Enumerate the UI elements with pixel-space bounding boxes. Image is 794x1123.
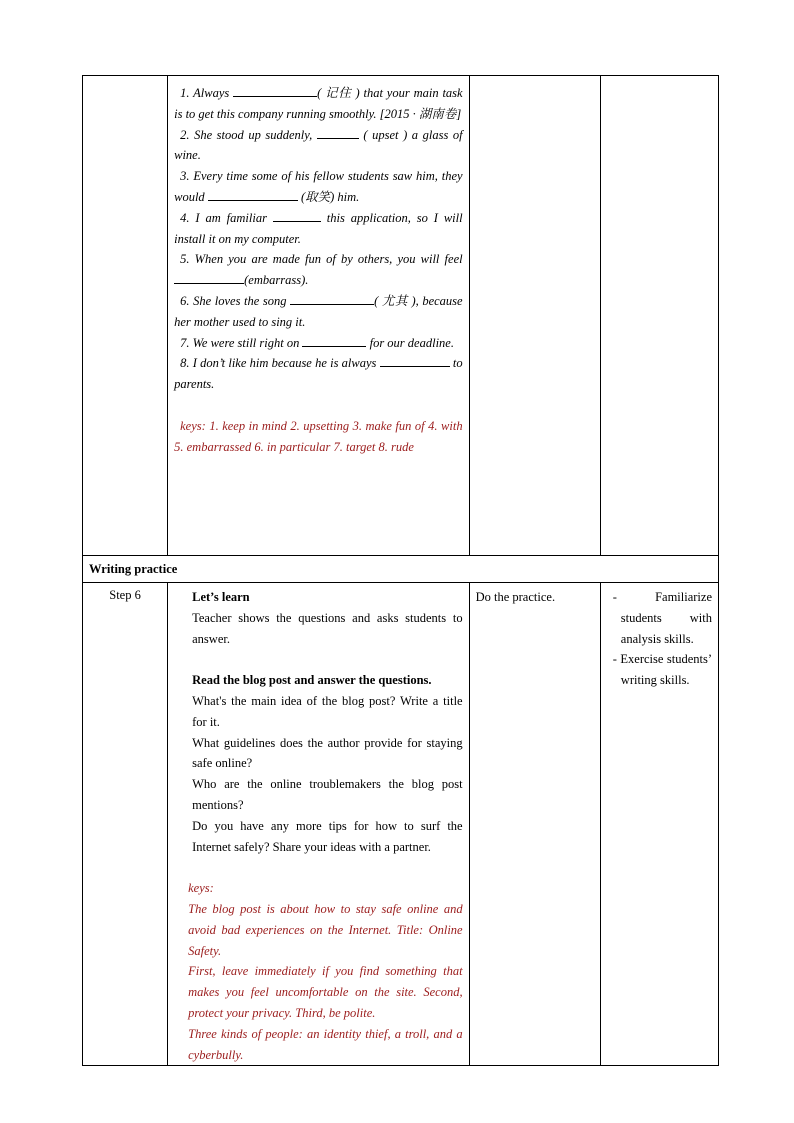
exercise-item bbox=[174, 166, 462, 208]
answer-blank bbox=[208, 187, 298, 201]
question-item: What guidelines does the author provide for staying safe online? bbox=[192, 735, 463, 771]
exercise-item bbox=[174, 125, 462, 167]
task-title: Read the blog post and answer the questions. bbox=[192, 673, 432, 688]
answer-blank bbox=[273, 208, 321, 222]
exercise-text: 2. She stood up suddenly, bbox=[180, 127, 317, 142]
exercise-text: 4. I am familiar bbox=[180, 210, 273, 225]
exercise-text: 1. Always bbox=[180, 86, 234, 100]
exercise-text: 8. I don’t like him because he is always bbox=[180, 356, 380, 371]
answer-blank bbox=[290, 291, 374, 305]
answer-blank bbox=[380, 353, 450, 367]
exercise-text: 6. She loves the song bbox=[180, 293, 291, 308]
exercise-text: this application, so I will install it on my computer. bbox=[174, 210, 463, 246]
purpose-cell bbox=[600, 583, 718, 1066]
step-label: Step 6 bbox=[109, 588, 141, 602]
exercise-text: (embarrass). bbox=[244, 273, 309, 288]
empty-cell bbox=[600, 76, 718, 556]
question-item: Who are the online troublemakers the blog post mentions? bbox=[192, 777, 463, 812]
exercise-item bbox=[174, 208, 462, 250]
purpose-item: - Familiarize students with analysis skills. bbox=[612, 590, 712, 646]
section-row bbox=[83, 556, 719, 583]
exercise-list bbox=[168, 76, 468, 395]
exercise-text: ( upset ) a glass of wine. bbox=[174, 127, 463, 163]
exercise-text: 5. When you are made fun of by others, you will feel bbox=[180, 252, 463, 267]
exercise-item bbox=[174, 291, 462, 333]
step-row bbox=[83, 583, 719, 1066]
teacher-activity-cell bbox=[168, 583, 469, 1066]
step-label-cell bbox=[83, 583, 168, 1066]
exercise-item bbox=[174, 333, 462, 354]
question-item: Do you have any more tips for how to surf the Internet safely? Share your ideas with a partner. bbox=[192, 818, 463, 854]
exercise-cell bbox=[168, 76, 469, 556]
exercise-text: (取笑) him. bbox=[297, 189, 360, 204]
step-heading: Let’s learn bbox=[192, 590, 250, 604]
exercise-text: 3. Every time some of his fellow students saw him, they would bbox=[174, 169, 463, 204]
answer-key: First, leave immediately if you find something that makes you feel uncomfortable on the site. Second, protect your privacy. Third, be polite. bbox=[188, 964, 463, 1020]
lesson-plan-table bbox=[82, 75, 719, 1066]
answer-key: The blog post is about how to stay safe online and avoid bad experiences on the Internet. Title: Online Safety. bbox=[188, 901, 463, 958]
answer-blank bbox=[317, 125, 359, 139]
question-item: What's the main idea of the blog post? Write a title for it. bbox=[192, 693, 463, 729]
student-activity-cell bbox=[469, 583, 600, 1066]
answer-blank bbox=[174, 270, 244, 284]
exercise-text: ( 尤其 ), because her mother used to sing it. bbox=[174, 293, 463, 329]
exercise-item bbox=[174, 83, 462, 125]
exercise-text: ( 记住 ) that your main task is to get this company running smoothly. [2015 · 湖南卷] bbox=[174, 86, 463, 121]
purpose-item: - Exercise students’ writing skills. bbox=[612, 652, 712, 688]
exercise-keys: keys: 1. keep in mind 2. upsetting 3. make fun of 4. with 5. embarrassed 6. in particular 7. target 8. rude bbox=[174, 418, 463, 454]
step-intro: Teacher shows the questions and asks students to answer. bbox=[192, 610, 463, 646]
exercise-item bbox=[174, 249, 462, 291]
student-activity: Do the practice. bbox=[475, 590, 556, 604]
section-title: Writing practice bbox=[89, 562, 178, 576]
exercise-item bbox=[174, 353, 462, 395]
answer-blank bbox=[233, 83, 317, 97]
exercise-text: to parents. bbox=[174, 356, 463, 392]
exercise-row bbox=[83, 76, 719, 556]
keys-label: keys: bbox=[188, 881, 214, 896]
empty-cell bbox=[83, 76, 168, 556]
answer-blank bbox=[302, 333, 366, 347]
answer-key: Three kinds of people: an identity thief, a troll, and a cyberbully. bbox=[188, 1026, 463, 1062]
exercise-text: for our deadline. bbox=[366, 335, 454, 350]
empty-cell bbox=[469, 76, 600, 556]
section-header-cell bbox=[83, 556, 719, 583]
exercise-text: 7. We were still right on bbox=[180, 335, 303, 350]
